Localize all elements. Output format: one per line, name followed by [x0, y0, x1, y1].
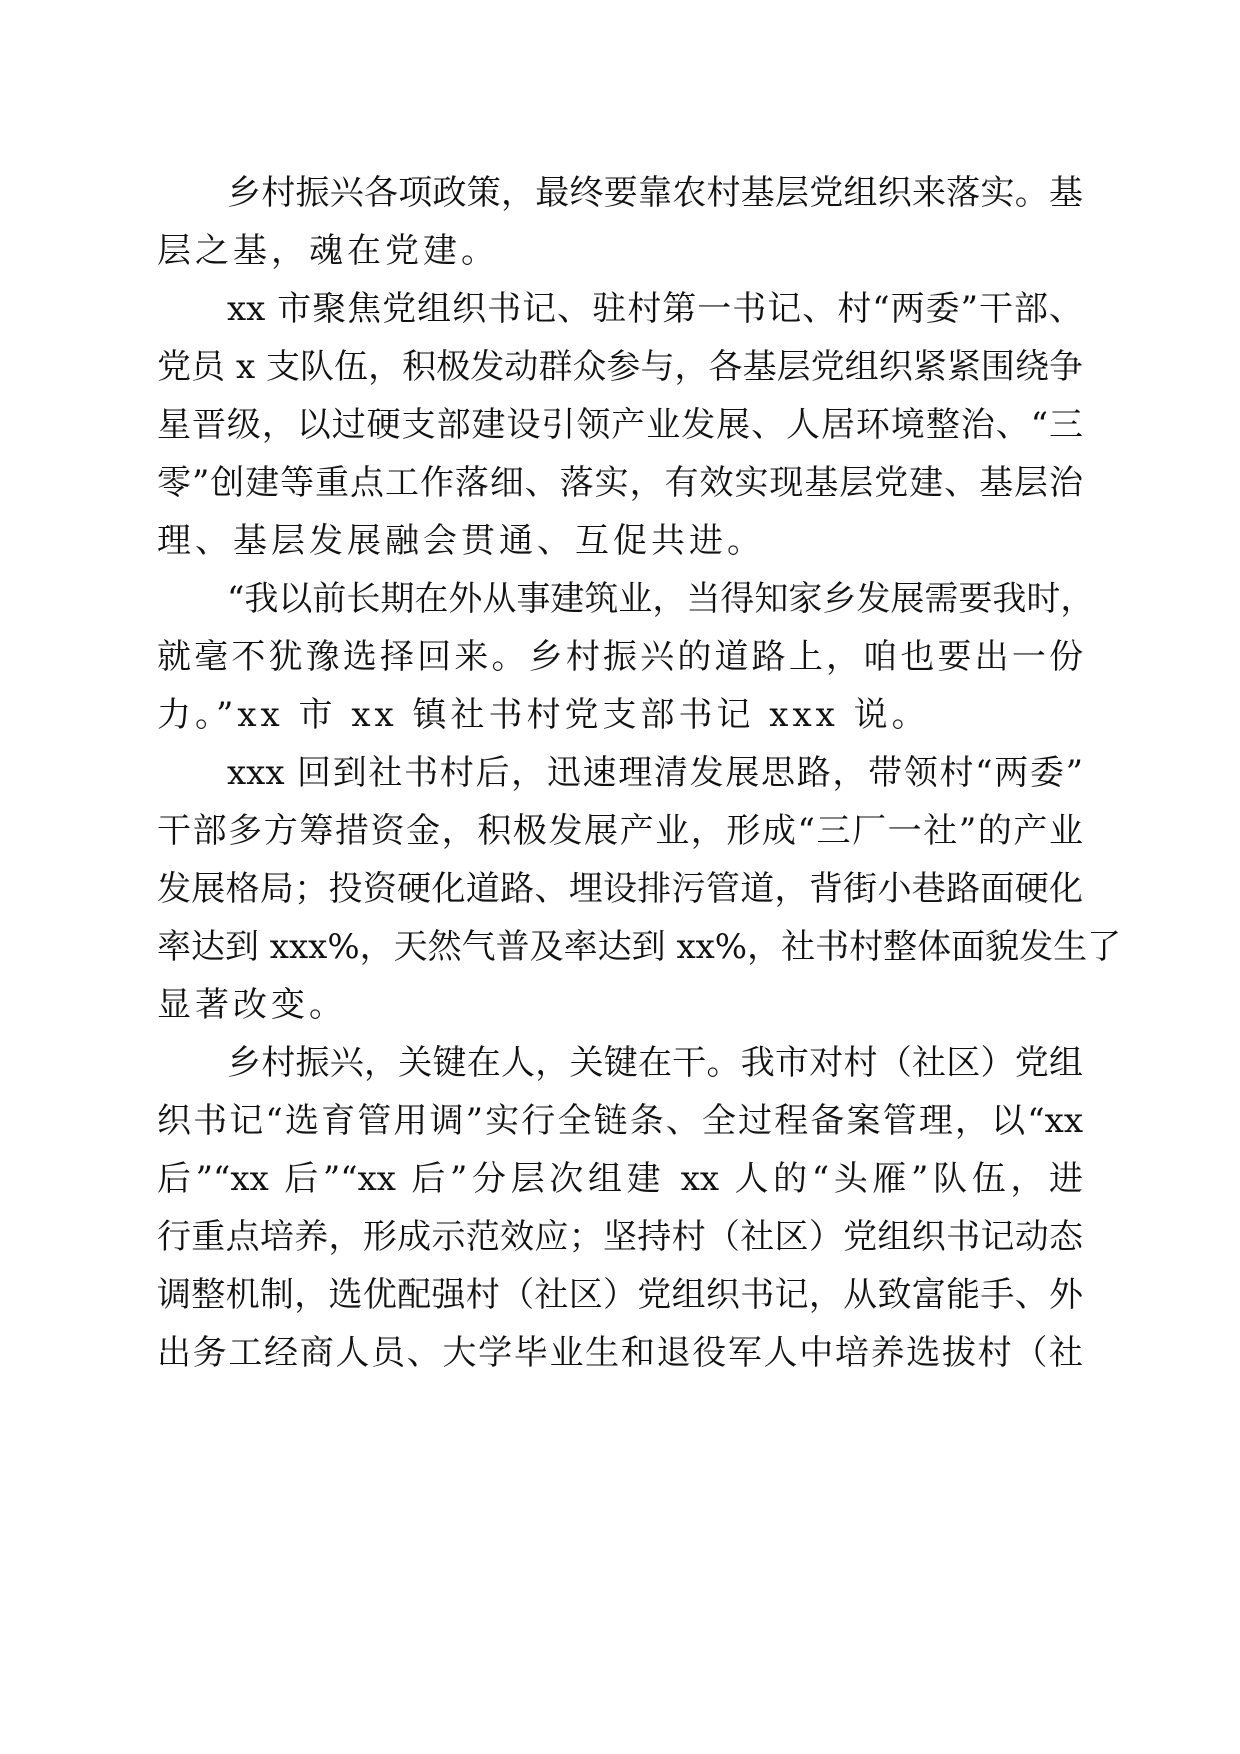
- paragraph-5-line-5: 调整机制，选优配强村（社区）党组织书记，从致富能手、外: [157, 1275, 1083, 1315]
- paragraph-2-line-3: 星晋级，以过硬支部建设引领产业发展、人居环境整治、“三: [157, 405, 1083, 445]
- paragraph-5-line-6: 出务工经商人员、大学毕业生和退役军人中培养选拔村（社: [157, 1333, 1083, 1373]
- paragraph-2-line-1: xx 市聚焦党组织书记、驻村第一书记、村“两委”干部、: [227, 289, 1083, 329]
- paragraph-4-line-2: 干部多方筹措资金，积极发展产业，形成“三厂一社”的产业: [157, 811, 1083, 851]
- paragraph-3-line-3: 力。”xx 市 xx 镇社书村党支部书记 xxx 说。: [157, 695, 930, 735]
- paragraph-2-line-4: 零”创建等重点工作落细、落实，有效实现基层党建、基层治: [157, 463, 1083, 503]
- paragraph-5-line-4: 行重点培养，形成示范效应；坚持村（社区）党组织书记动态: [157, 1217, 1083, 1257]
- paragraph-5-line-2: 织书记“选育管用调”实行全链条、全过程备案管理，以“xx: [157, 1101, 1083, 1141]
- paragraph-3-line-2: 就毫不犹豫选择回来。乡村振兴的道路上，咱也要出一份: [157, 637, 1083, 677]
- paragraph-2-line-2: 党员 x 支队伍，积极发动群众参与，各基层党组织紧紧围绕争: [157, 347, 1083, 387]
- paragraph-5-line-1: 乡村振兴，关键在人，关键在干。我市对村（社区）党组: [227, 1043, 1083, 1083]
- paragraph-5-line-3: 后”“xx 后”“xx 后”分层次组建 xx 人的“头雁”队伍，进: [157, 1159, 1083, 1199]
- paragraph-2-line-5: 理、基层发展融会贯通、互促共进。: [157, 521, 765, 561]
- paragraph-4-line-1: xxx 回到社书村后，迅速理清发展思路，带领村“两委”: [227, 753, 1083, 793]
- paragraph-3-line-1: “我以前长期在外从事建筑业，当得知家乡发展需要我时，: [227, 579, 1095, 619]
- paragraph-1-line-1: 乡村振兴各项政策，最终要靠农村基层党组织来落实。基: [227, 173, 1083, 213]
- paragraph-4-line-3: 发展格局；投资硬化道路、埋设排污管道，背街小巷路面硬化: [157, 869, 1083, 909]
- paragraph-4-line-5: 显著改变。: [157, 985, 347, 1025]
- paragraph-1-line-2: 层之基，魂在党建。: [157, 231, 499, 271]
- paragraph-4-line-4: 率达到 xxx%，天然气普及率达到 xx%，社书村整体面貌发生了: [157, 927, 1122, 967]
